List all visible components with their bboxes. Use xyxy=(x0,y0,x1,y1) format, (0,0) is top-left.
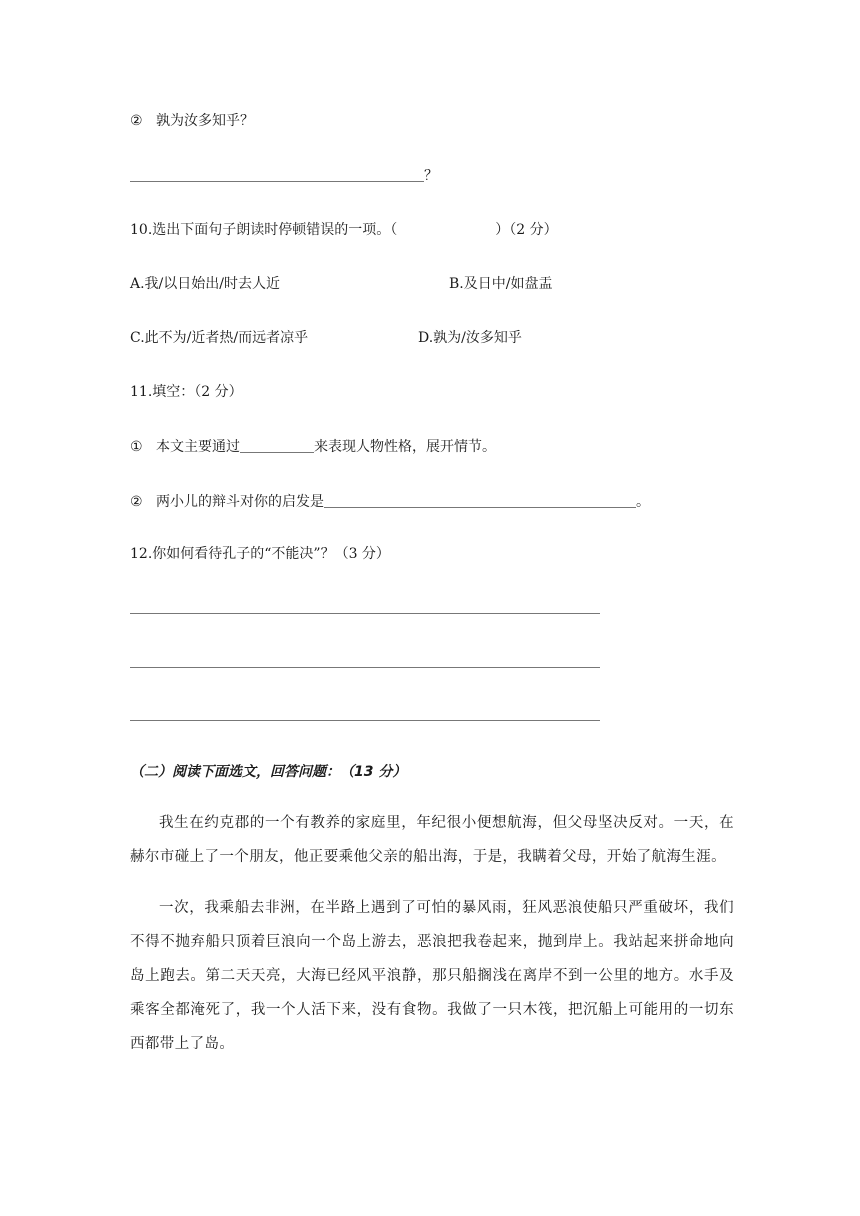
q11-item2 xyxy=(130,492,650,512)
q11-item1-marker: ① xyxy=(130,439,143,455)
q11-item2-before: 两小儿的辩斗对你的启发是 xyxy=(156,494,324,510)
q10-option-b: B.及日中/如盘盂 xyxy=(449,276,553,292)
q10-stem-text: 10.选出下面句子朗读时停顿错误的一项。（ xyxy=(130,222,398,238)
q10-option-a: A.我/以日始出/时去人近 xyxy=(130,276,280,292)
q9-sub2-text: 孰为汝多知乎？ xyxy=(156,113,254,129)
q9-sub2-marker: ② xyxy=(130,113,143,129)
q11-item1-before: 本文主要通过 xyxy=(156,439,240,455)
q11-item1 xyxy=(130,437,496,457)
q10-stem-end: ）（2 分） xyxy=(495,222,558,238)
q12-answer-line-3[interactable] xyxy=(130,720,600,721)
section-heading: （二）阅读下面选文，回答问题：（13 分） xyxy=(130,764,407,780)
q11-item2-marker: ② xyxy=(130,494,143,510)
q10-option-c: C.此不为/近者热/而远者凉乎 xyxy=(130,330,309,346)
q9-sub2 xyxy=(130,111,254,131)
q9-sub2-answer-suffix: ？ xyxy=(424,168,438,184)
q10-option-d: D.孰为/汝多知乎 xyxy=(418,330,522,346)
passage-paragraph-2: 一次，我乘船去非洲，在半路上遇到了可怕的暴风雨，狂风恶浪使船只严重破坏，我们不得不抛弃船只顶着巨浪向一个岛上游去，恶浪把我卷起来，抛到岸上。我站起来拼命地向岛上跑去。第二天天亮，大海已经风平浪静，那只船搁浅在离岸不到一公里的地方。水手及乘客全都淹死了，我一个人活下来，没有食物。我做了一只木筏，把沉船上可能用的一切东西都带上了岛。 xyxy=(130,900,734,1052)
q10-stem xyxy=(130,220,558,240)
q9-sub2-answer-line[interactable] xyxy=(130,166,438,186)
q11-item2-blank[interactable] xyxy=(324,493,636,508)
q11-stem: 11.填空：（2 分） xyxy=(130,384,243,400)
q12-answer-line-1[interactable] xyxy=(130,613,600,614)
answer-blank[interactable] xyxy=(130,167,424,182)
q11-item1-blank[interactable] xyxy=(240,438,314,453)
q12-stem: 12.你如何看待孔子的“不能决”？（3 分） xyxy=(130,546,390,562)
q11-item1-after: 来表现人物性格，展开情节。 xyxy=(314,439,496,455)
q12-answer-line-2[interactable] xyxy=(130,667,600,668)
q11-item2-after: 。 xyxy=(636,494,650,510)
passage-paragraph-1: 我生在约克郡的一个有教养的家庭里，年纪很小便想航海，但父母坚决反对。一天，在赫尔市碰上了一个朋友，他正要乘他父亲的船出海，于是，我瞒着父母，开始了航海生涯。 xyxy=(130,815,734,865)
